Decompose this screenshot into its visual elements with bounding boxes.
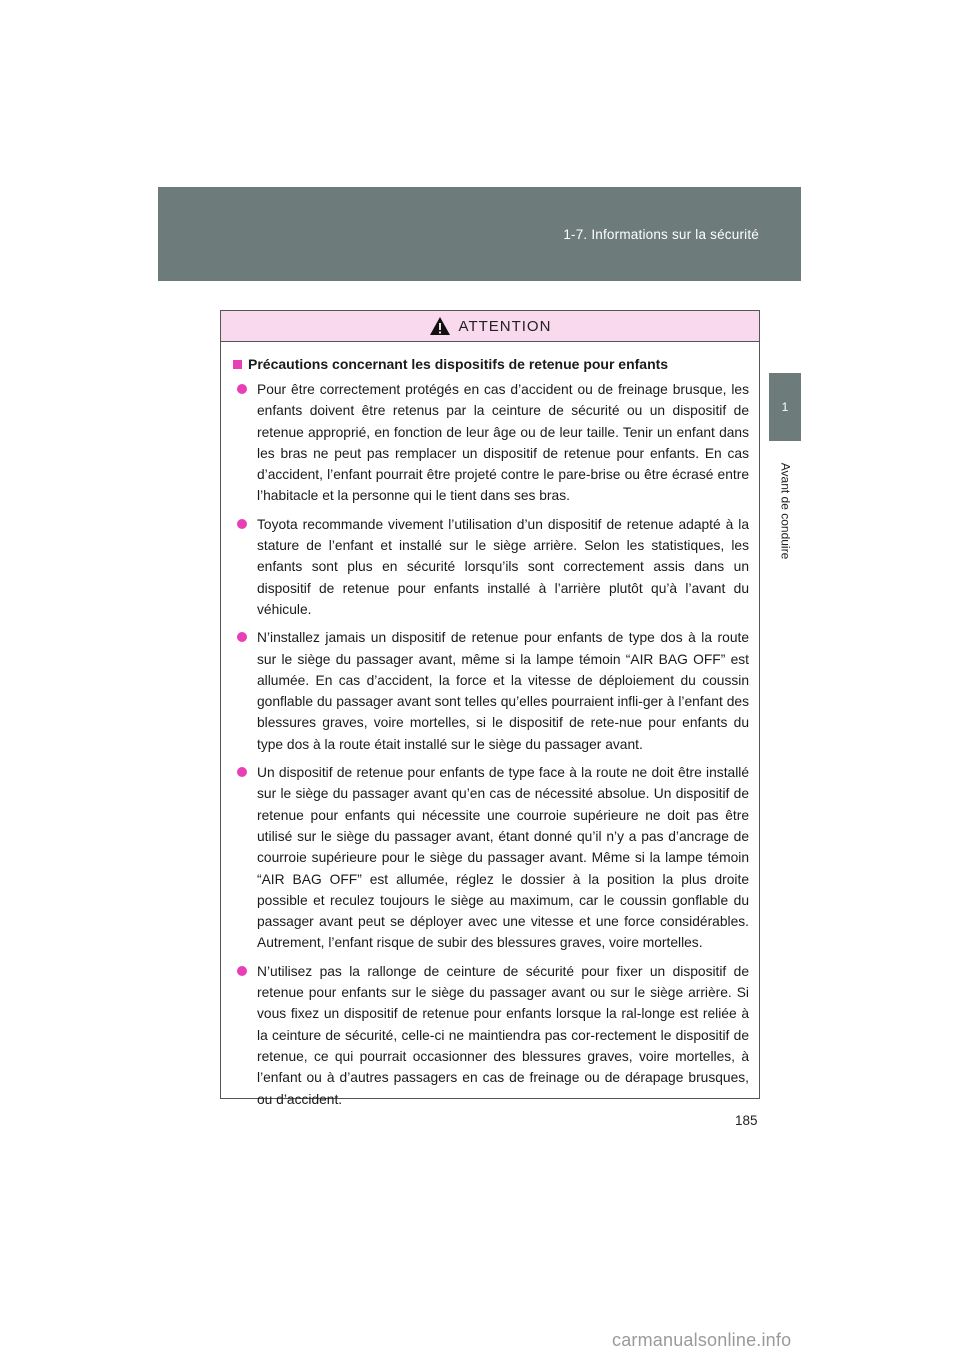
chapter-number: 1 — [781, 400, 789, 414]
header-band — [158, 187, 801, 281]
section-heading: Précautions concernant les dispositifs de retenue pour enfants — [248, 356, 669, 372]
list-item-text: Pour être correctement protégés en cas d’accident ou de freinage brusque, les enfants doivent être retenus par la ceinture de sécurité ou un dispositif de retenue approprié, en fonction de leur âge ou de leur taille. Tenir un enfant dans les bras ne peut pas remplacer un dispositif de retenue pour enfants. En cas d’accident, l’enfant pourrait être projeté contre le pare-brise ou être écrasé entre l’habitacle et la personne qui le tient dans ses bras. — [257, 382, 749, 504]
warning-title: ATTENTION — [458, 317, 552, 335]
list-item — [235, 762, 749, 954]
list-item — [235, 514, 749, 620]
list-item — [235, 379, 749, 507]
round-bullet-icon — [237, 966, 247, 976]
warning-box — [220, 310, 760, 1107]
round-bullet-icon — [237, 384, 247, 394]
list-item — [235, 627, 749, 755]
list-item-text: N’installez jamais un dispositif de retenue pour enfants de type dos à la route sur le siège du passager avant, même si la lampe témoin “AIR BAG OFF” est allumée. En cas d’accident, la force et la vitesse de déploiement du coussin gonflable du passager avant sont telles qu’elles pourraient infli-ger à l’enfant des blessures graves, voire mortelles, si le dispositif de rete-nue pour enfants du type dos à la route était installé sur le siège du passager avant. — [257, 630, 749, 752]
round-bullet-icon — [237, 519, 247, 529]
list-item — [235, 961, 749, 1110]
page-number: 185 — [735, 1113, 758, 1128]
warning-header — [221, 311, 759, 342]
round-bullet-icon — [237, 632, 247, 642]
list-item-text: N’utilisez pas la rallonge de ceinture de sécurité pour fixer un dispositif de retenue pour enfants sur le siège du passager avant ou sur le siège arrière. Si vous fixez un dispositif de retenue pour enfants lorsque la ral-longe est reliée à la ceinture de sécurité, celle-ci ne maintiendra pas cor-rectement le dispositif de retenue, ce qui pourrait occasionner des blessures graves, voire mortelles, à l’enfant ou à d’autres passagers en cas de freinage ou de dérapage brusques, ou d’accident. — [257, 963, 749, 1107]
chapter-label-wrap — [774, 453, 796, 568]
section-heading-row — [233, 354, 749, 375]
warning-triangle-icon — [429, 316, 451, 336]
section-title: 1-7. Informations sur la sécurité — [563, 227, 759, 242]
watermark: carmanualsonline.info — [612, 1330, 792, 1350]
warning-body — [221, 342, 759, 1110]
square-bullet-icon — [233, 360, 242, 369]
list-item-text: Toyota recommande vivement l’utilisation d’un dispositif de retenue adapté à la stature de l’enfant et installé sur le siège arrière. Selon les statistiques, les enfants sont plus en sécurité lorsqu’ils sont correctement assis dans un dispositif de retenue pour enfants installé à l’arrière plutôt qu’à l’avant du véhicule. — [257, 516, 749, 617]
chapter-tab — [769, 373, 801, 441]
list-item-text: Un dispositif de retenue pour enfants de type face à la route ne doit être installé sur le siège du passager avant qu’en cas de nécessité absolue. Un dispositif de retenue pour enfants qui nécessite une courroie supérieure ne doit pas être utilisé sur le siège du passager avant, étant donné qu’il n’y a pas d’ancrage de courroie supérieure pour le siège du passager avant. Même si la lampe témoin “AIR BAG OFF” est allumée, réglez le dossier à la position la plus droite possible et reculez toujours le siège au maximum, car le coussin gonflable du passager avant peut se déployer avec une vitesse et une force considérables. Autrement, l’enfant risque de subir des blessures graves, voire mortelles. — [257, 765, 749, 951]
chapter-label: Avant de conduire — [778, 462, 793, 559]
round-bullet-icon — [237, 767, 247, 777]
